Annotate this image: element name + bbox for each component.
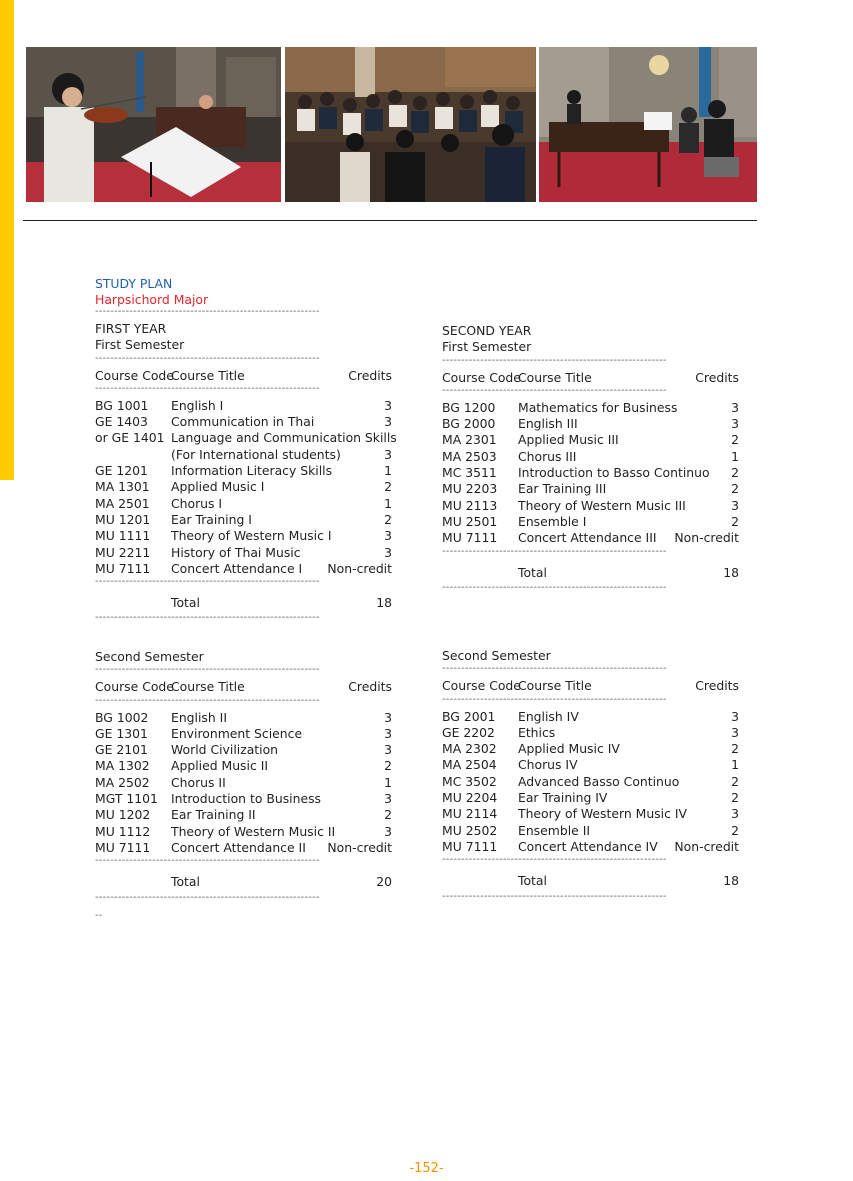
- course-title: Ear Training I: [171, 511, 252, 527]
- header-course-title: Course Title: [171, 367, 245, 383]
- course-row: [442, 481, 739, 497]
- header-course-title: Course Title: [171, 679, 245, 695]
- course-credits: 3: [731, 806, 739, 822]
- course-title: Introduction to Business: [171, 791, 321, 807]
- dash-rule: -----------------------------------------------------------: [442, 694, 667, 705]
- course-title: Concert Attendance II: [171, 839, 306, 855]
- header-course-code: Course Code: [442, 369, 521, 385]
- course-row: [442, 514, 739, 530]
- course-title: English III: [518, 416, 578, 432]
- course-credits: 2: [384, 758, 392, 774]
- course-code: MU 1201: [95, 511, 151, 527]
- dash-rule: -----------------------------------------------------------: [442, 891, 667, 902]
- total-label: Total: [518, 564, 547, 580]
- course-title: Ensemble I: [518, 513, 587, 529]
- course-credits: 1: [384, 463, 392, 479]
- course-code: or GE 1401: [95, 430, 165, 446]
- course-code: MC 3511: [442, 465, 497, 481]
- course-code: MU 2204: [442, 790, 498, 806]
- course-row: [442, 741, 739, 757]
- course-credits: 2: [731, 432, 739, 448]
- course-title: Introduction to Basso Continuo: [518, 465, 710, 481]
- course-row: [95, 710, 392, 726]
- course-code: MU 2203: [442, 481, 498, 497]
- dash-rule: -----------------------------------------------------------: [95, 307, 320, 317]
- course-code: MU 2113: [442, 497, 498, 513]
- course-title: Language and Communication Skills: [171, 430, 397, 446]
- major-subtitle: Harpsichord Major: [95, 292, 209, 307]
- course-code: MU 1111: [95, 528, 151, 544]
- semester-label: Second Semester: [95, 649, 204, 664]
- course-credits: 2: [384, 479, 392, 495]
- course-title: Ensemble II: [518, 822, 591, 838]
- course-row: [442, 465, 739, 481]
- course-code: MA 2302: [442, 741, 497, 757]
- course-code: MU 7111: [95, 560, 151, 576]
- total-value: 18: [723, 564, 739, 580]
- dash-rule: -----------------------------------------------------------: [95, 892, 320, 903]
- course-title: Ear Training III: [518, 481, 607, 497]
- course-credits: 3: [384, 528, 392, 544]
- course-credits: 1: [731, 757, 739, 773]
- total-row: [442, 873, 739, 889]
- total-label: Total: [171, 874, 200, 890]
- total-value: 18: [376, 595, 392, 611]
- course-title: Chorus III: [518, 448, 577, 464]
- course-title: Ear Training IV: [518, 790, 608, 806]
- course-row: [95, 528, 392, 544]
- course-credits: 3: [384, 446, 392, 462]
- course-row: [442, 823, 739, 839]
- course-credits: 3: [384, 725, 392, 741]
- total-row: [95, 595, 392, 611]
- course-credits: 2: [731, 513, 739, 529]
- course-credits: 2: [731, 481, 739, 497]
- course-row: [442, 498, 739, 514]
- course-credits: 2: [731, 822, 739, 838]
- course-credits: 3: [384, 544, 392, 560]
- course-row: [442, 400, 739, 416]
- course-row: [95, 414, 392, 430]
- course-credits: 3: [384, 791, 392, 807]
- dash-rule: -----------------------------------------------------------: [95, 665, 320, 676]
- course-credits: 2: [731, 790, 739, 806]
- study-plan-title: STUDY PLAN: [95, 276, 173, 291]
- course-title: Theory of Western Music II: [171, 823, 336, 839]
- semester-label: First Semester: [442, 339, 532, 355]
- header-course-code: Course Code: [442, 678, 521, 694]
- course-credits: 1: [731, 448, 739, 464]
- dash-rule: -----------------------------------------------------------: [95, 383, 320, 394]
- course-title: Applied Music III: [518, 432, 619, 448]
- course-credits: 3: [384, 397, 392, 413]
- semester-label: Second Semester: [442, 648, 551, 663]
- course-row: [442, 449, 739, 465]
- header-credits: Credits: [348, 679, 392, 695]
- course-code: MA 2301: [442, 432, 497, 448]
- course-title: Theory of Western Music III: [518, 497, 686, 513]
- course-credits: 3: [384, 414, 392, 430]
- course-title: Mathematics for Business: [518, 399, 678, 415]
- course-code: GE 1301: [95, 725, 148, 741]
- course-code: MC 3502: [442, 773, 497, 789]
- second-year-second-semester: [442, 648, 739, 906]
- course-title: Concert Attendance I: [171, 560, 303, 576]
- year-label: FIRST YEAR: [95, 321, 167, 336]
- course-row: [442, 725, 739, 741]
- course-row: [442, 774, 739, 790]
- course-credits: 3: [731, 416, 739, 432]
- header-course-title: Course Title: [518, 369, 592, 385]
- course-title: Chorus IV: [518, 757, 578, 773]
- total-value: 20: [376, 874, 392, 890]
- header-course-code: Course Code: [95, 679, 174, 695]
- course-code: MU 2211: [95, 544, 151, 560]
- dash-rule: -----------------------------------------------------------: [442, 582, 667, 593]
- course-row: [95, 479, 392, 495]
- course-row: [95, 758, 392, 774]
- table-header: [95, 679, 392, 695]
- dash-rule: -----------------------------------------------------------: [442, 546, 667, 557]
- course-title: World Civilization: [171, 742, 279, 758]
- course-credits: Non-credit: [674, 838, 739, 854]
- dash-rule: -----------------------------------------------------------: [95, 353, 320, 364]
- course-title: Chorus I: [171, 495, 223, 511]
- course-credits: Non-credit: [674, 530, 739, 546]
- table-header: [442, 370, 739, 386]
- dash-rule: -----------------------------------------------------------: [95, 577, 320, 588]
- course-rows: [442, 709, 739, 856]
- course-row: [442, 839, 739, 855]
- course-code: BG 1002: [95, 709, 149, 725]
- course-credits: 3: [384, 823, 392, 839]
- course-credits: 2: [384, 511, 392, 527]
- page-number: -152-: [409, 1161, 444, 1176]
- dash-rule: -----------------------------------------------------------: [442, 385, 667, 396]
- course-code: GE 2101: [95, 742, 148, 758]
- course-code: BG 1001: [95, 397, 149, 413]
- course-code: MGT 1101: [95, 791, 158, 807]
- course-title: Applied Music IV: [518, 741, 620, 757]
- course-code: GE 2202: [442, 724, 495, 740]
- course-credits: Non-credit: [327, 560, 392, 576]
- course-rows: [95, 710, 392, 857]
- course-credits: 2: [384, 807, 392, 823]
- course-row: [95, 742, 392, 758]
- course-row: [95, 791, 392, 807]
- course-credits: 2: [731, 741, 739, 757]
- course-title: Concert Attendance IV: [518, 838, 658, 854]
- course-code: MA 1302: [95, 758, 150, 774]
- course-title: History of Thai Music: [171, 544, 301, 560]
- course-row: [95, 447, 392, 463]
- course-credits: 2: [731, 773, 739, 789]
- course-row: [95, 398, 392, 414]
- header-credits: Credits: [695, 678, 739, 694]
- course-credits: 3: [731, 497, 739, 513]
- course-title: Ethics: [518, 724, 556, 740]
- course-credits: 3: [384, 742, 392, 758]
- course-code: MA 1301: [95, 479, 150, 495]
- course-row: [95, 824, 392, 840]
- course-code: GE 1201: [95, 463, 148, 479]
- course-title: Environment Science: [171, 725, 303, 741]
- course-row: [442, 757, 739, 773]
- course-row: [442, 530, 739, 546]
- header-divider: [23, 220, 757, 221]
- course-code: GE 1403: [95, 414, 148, 430]
- course-row: [95, 561, 392, 577]
- course-credits: 3: [731, 724, 739, 740]
- dash-rule: -----------------------------------------------------------: [442, 664, 667, 675]
- course-code: MU 2114: [442, 806, 498, 822]
- second-year-first-semester: [442, 323, 739, 597]
- course-code: MU 7111: [442, 838, 498, 854]
- first-year-first-semester: [95, 307, 397, 627]
- header-course-title: Course Title: [518, 678, 592, 694]
- course-title: Concert Attendance III: [518, 530, 657, 546]
- course-credits: 2: [731, 465, 739, 481]
- first-year-second-semester: [95, 649, 392, 907]
- photo-audience: [285, 47, 536, 202]
- course-title: Theory of Western Music I: [171, 528, 332, 544]
- course-code: MA 2504: [442, 757, 497, 773]
- course-row: [95, 496, 392, 512]
- course-row: [95, 726, 392, 742]
- dash-rule: -----------------------------------------------------------: [95, 695, 320, 706]
- course-row: [95, 545, 392, 561]
- course-code: MU 2502: [442, 822, 498, 838]
- total-row: [442, 565, 739, 581]
- photo-harpsichord-ensemble: [539, 47, 757, 202]
- course-code: MU 1112: [95, 823, 151, 839]
- total-label: Total: [171, 595, 200, 611]
- course-row: [442, 806, 739, 822]
- course-row: [95, 840, 392, 856]
- semester-label: First Semester: [95, 337, 185, 353]
- course-title: Communication in Thai: [171, 414, 315, 430]
- course-credits: 1: [384, 774, 392, 790]
- course-credits: 1: [384, 495, 392, 511]
- course-title: (For International students): [171, 446, 341, 462]
- course-credits: 3: [731, 399, 739, 415]
- course-code: MU 7111: [442, 530, 498, 546]
- course-row: [442, 432, 739, 448]
- course-title: Advanced Basso Continuo: [518, 773, 680, 789]
- yellow-side-bar: [0, 0, 14, 480]
- course-credits: 3: [384, 709, 392, 725]
- header-course-code: Course Code: [95, 367, 174, 383]
- course-code: MU 2501: [442, 513, 498, 529]
- course-title: Theory of Western Music IV: [518, 806, 687, 822]
- year-label: SECOND YEAR: [442, 323, 532, 338]
- course-code: BG 2001: [442, 708, 496, 724]
- course-code: MA 2503: [442, 448, 497, 464]
- dash-rule: -----------------------------------------------------------: [95, 613, 320, 624]
- course-title: Chorus II: [171, 774, 226, 790]
- trailing-mark: --: [95, 910, 103, 921]
- total-label: Total: [518, 873, 547, 889]
- total-value: 18: [723, 873, 739, 889]
- course-row: [95, 775, 392, 791]
- course-title: Applied Music I: [171, 479, 265, 495]
- course-title: Information Literacy Skills: [171, 463, 333, 479]
- header-credits: Credits: [348, 367, 392, 383]
- course-row: [95, 463, 392, 479]
- dash-rule: -----------------------------------------------------------: [442, 855, 667, 866]
- course-row: [442, 709, 739, 725]
- course-credits: 3: [731, 708, 739, 724]
- course-row: [95, 430, 397, 446]
- course-code: BG 1200: [442, 399, 496, 415]
- course-row: [442, 416, 739, 432]
- course-title: Ear Training II: [171, 807, 256, 823]
- course-code: MU 1202: [95, 807, 151, 823]
- course-row: [95, 807, 392, 823]
- course-title: Applied Music II: [171, 758, 269, 774]
- course-code: BG 2000: [442, 416, 496, 432]
- table-header: [442, 678, 739, 694]
- course-row: [442, 790, 739, 806]
- dash-rule: -----------------------------------------------------------: [442, 355, 667, 366]
- total-row: [95, 874, 392, 890]
- course-title: English IV: [518, 708, 579, 724]
- course-code: MA 2502: [95, 774, 150, 790]
- table-header: [95, 368, 392, 384]
- course-rows: [95, 397, 397, 577]
- course-code: MU 7111: [95, 839, 151, 855]
- dash-rule: -----------------------------------------------------------: [95, 856, 320, 867]
- course-rows: [442, 400, 739, 547]
- photo-violinist: [26, 47, 281, 202]
- course-code: MA 2501: [95, 495, 150, 511]
- course-row: [95, 512, 392, 528]
- course-title: English II: [171, 709, 227, 725]
- course-title: English I: [171, 397, 224, 413]
- course-credits: Non-credit: [327, 839, 392, 855]
- header-credits: Credits: [695, 369, 739, 385]
